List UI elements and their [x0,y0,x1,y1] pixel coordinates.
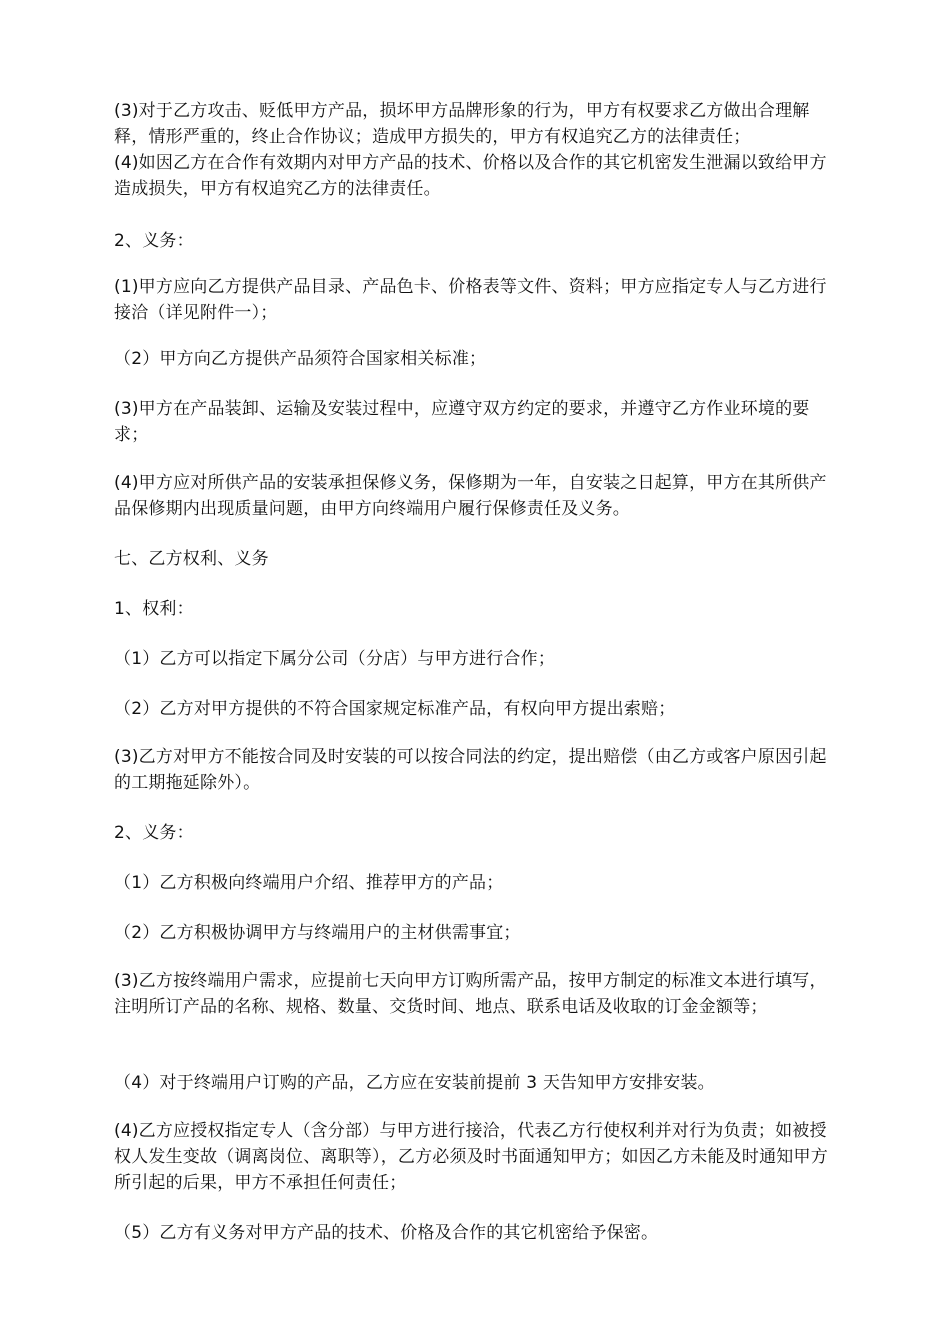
section-heading-obligations-b: 2、义务： [114,823,194,843]
clause-party-b-duty-1: （1）乙方积极向终端用户介绍、推荐甲方的产品； [114,873,504,893]
clause-party-a-right-3: (3)对于乙方攻击、贬低甲方产品，损坏甲方品牌形象的行为，甲方有权要求乙方做出合理解释，情形严重的，终止合作协议；造成甲方损失的，甲方有权追究乙方的法律责任； [114,101,810,147]
clause-party-b-duty-5: （5）乙方有义务对甲方产品的技术、价格及合作的其它机密给予保密。 [114,1223,659,1243]
clause-party-b-right-1: （1）乙方可以指定下属分公司（分店）与甲方进行合作； [114,649,556,669]
section-heading-obligations: 2、义务： [114,231,194,251]
clause-party-a-duty-1: (1)甲方应向乙方提供产品目录、产品色卡、价格表等文件、资料；甲方应指定专人与乙方进行接洽（详见附件一）； [114,277,827,323]
clause-party-a-duty-4: (4)甲方应对所供产品的安装承担保修义务，保修期为一年，自安装之日起算，甲方在其所供产品保修期内出现质量问题，由甲方向终端用户履行保修责任及义务。 [114,473,827,519]
clause-party-b-right-2: （2）乙方对甲方提供的不符合国家规定标准产品，有权向甲方提出索赔； [114,699,676,719]
clause-party-b-duty-4b: (4)乙方应授权指定专人（含分部）与甲方进行接洽，代表乙方行使权利并对行为负责；如被授权人发生变故（调离岗位、离职等），乙方必须及时书面通知甲方；如因乙方未能及时通知甲方所引起的后果，甲方不承担任何责任； [114,1121,828,1193]
clause-party-a-duty-3: (3)甲方在产品装卸、运输及安装过程中，应遵守双方约定的要求，并遵守乙方作业环境的要求； [114,399,810,445]
clause-party-b-duty-2: （2）乙方积极协调甲方与终端用户的主材供需事宜； [114,923,521,943]
section-heading-rights: 1、权利： [114,599,194,619]
clause-party-b-duty-3: (3)乙方按终端用户需求，应提前七天向甲方订购所需产品，按甲方制定的标准文本进行填写，注明所订产品的名称、规格、数量、交货时间、地点、联系电话及收取的订金金额等； [114,971,827,1017]
section-heading-party-b: 七、乙方权利、义务 [114,549,269,569]
clause-party-a-duty-2: （2）甲方向乙方提供产品须符合国家相关标准； [114,349,487,369]
clause-party-a-right-4: (4)如因乙方在合作有效期内对甲方产品的技术、价格以及合作的其它机密发生泄漏以致给甲方造成损失，甲方有权追究乙方的法律责任。 [114,153,827,199]
clause-party-b-right-3: (3)乙方对甲方不能按合同及时安装的可以按合同法的约定，提出赔偿（由乙方或客户原因引起的工期拖延除外）。 [114,747,827,793]
clause-party-b-duty-4a: （4）对于终端用户订购的产品，乙方应在安装前提前 3 天告知甲方安排安装。 [114,1073,715,1093]
